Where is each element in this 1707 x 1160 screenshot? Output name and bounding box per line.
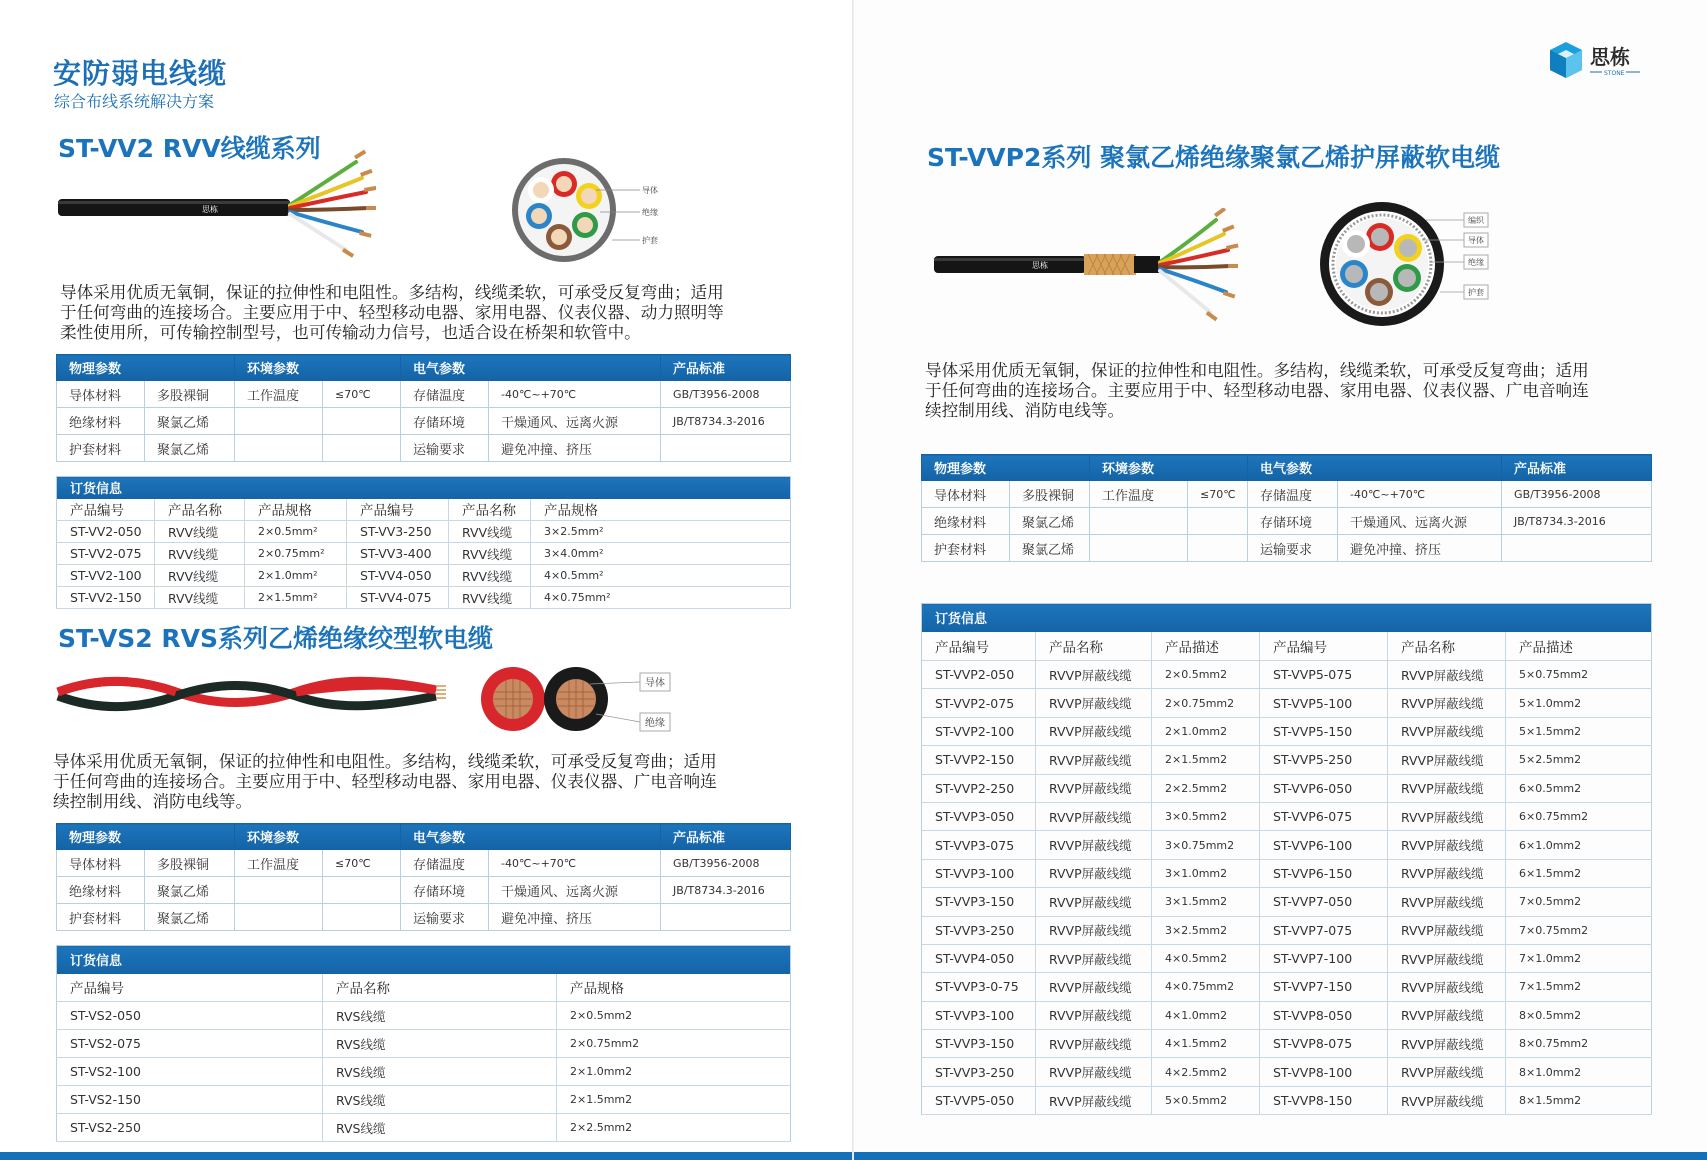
table-cell: 7×0.5mm2 — [1506, 888, 1652, 916]
order-caption: 订货信息 — [922, 604, 1652, 632]
table-cell: RVVP屏蔽线缆 — [1036, 1086, 1152, 1114]
left-page — [0, 0, 853, 1160]
table-row — [922, 1030, 1652, 1058]
table-row — [922, 859, 1652, 887]
table-cell: 3×2.5mm2 — [1152, 916, 1260, 944]
table-cell: RVVP屏蔽线缆 — [1388, 746, 1506, 774]
table-cell: ST-VVP5-100 — [1260, 689, 1388, 717]
table-cell: 8×1.0mm2 — [1506, 1058, 1652, 1086]
table-row — [922, 717, 1652, 745]
table-cell: RVVP屏蔽线缆 — [1388, 944, 1506, 972]
table-cell: RVVP屏蔽线缆 — [1388, 1086, 1506, 1114]
rvvp-heading: ST-VVP2系列 聚氯乙烯绝缘聚氯乙烯护屏蔽软电缆 — [927, 143, 1501, 172]
table-cell: RVVP屏蔽线缆 — [1036, 746, 1152, 774]
table-cell: 5×1.0mm2 — [1506, 689, 1652, 717]
th-electrical: 电气参数 — [401, 355, 661, 381]
table-cell: 2×0.75mm2 — [1152, 689, 1260, 717]
table-row: ST-VV2-050 RVV线缆 2×0.5mm² ST-VV3-250 RVV线缆 3×2.5mm² — [57, 521, 791, 543]
table-row: 导体材料 多股裸铜 工作温度 ≤70℃ 存储温度 -40℃~+70℃ GB/T3956-2008 — [922, 481, 1652, 508]
rvs-twisted-cable-illustration — [56, 672, 446, 722]
table-cell: RVVP屏蔽线缆 — [1036, 1030, 1152, 1058]
table-cell: RVVP屏蔽线缆 — [1036, 859, 1152, 887]
desc-line: 于任何弯曲的连接场合。主要应用于中、轻型移动电器、家用电器、仪表仪器、动力照明等 — [60, 303, 724, 322]
table-cell: ST-VVP6-050 — [1260, 774, 1388, 802]
table-row — [922, 831, 1652, 859]
table-cell: ST-VVP7-075 — [1260, 916, 1388, 944]
order-header-row: 产品编号 产品名称 产品描述 产品编号 产品名称 产品描述 — [922, 632, 1652, 661]
th-environment: 环境参数 — [1090, 455, 1248, 481]
desc-line: 导体采用优质无氧铜，保证的拉伸性和电阻性。多结构，线缆柔软，可承受反复弯曲；适用 — [60, 283, 724, 302]
catalog-subtitle: 综合布线系统解决方案 — [54, 92, 215, 111]
table-cell: RVVP屏蔽线缆 — [1036, 717, 1152, 745]
table-row — [922, 916, 1652, 944]
table-row: 护套材料 聚氯乙烯 运输要求 避免冲撞、挤压 — [922, 535, 1652, 562]
rvv-description — [60, 283, 724, 343]
table-cell: 3×0.5mm2 — [1152, 802, 1260, 830]
table-cell: RVVP屏蔽线缆 — [1036, 774, 1152, 802]
bottom-band — [854, 1152, 1707, 1160]
table-cell: 5×0.5mm2 — [1152, 1086, 1260, 1114]
table-cell: ST-VVP7-050 — [1260, 888, 1388, 916]
th-physical: 物理参数 — [57, 824, 235, 850]
table-cell: RVVP屏蔽线缆 — [1388, 1058, 1506, 1086]
table-row — [922, 1001, 1652, 1029]
table-cell: RVVP屏蔽线缆 — [1036, 802, 1152, 830]
table-cell: RVVP屏蔽线缆 — [1388, 689, 1506, 717]
table-cell: ST-VVP7-100 — [1260, 944, 1388, 972]
desc-line: 柔性使用所，可传输控制型号，也可传输动力信号，也适合设在桥架和软管中。 — [60, 323, 641, 342]
table-row: ST-VV2-075 RVV线缆 2×0.75mm² ST-VV3-400 RVV线缆 3×4.0mm² — [57, 543, 791, 565]
table-cell: RVVP屏蔽线缆 — [1388, 774, 1506, 802]
th-electrical: 电气参数 — [401, 824, 661, 850]
th-physical: 物理参数 — [922, 455, 1090, 481]
rvv-order-table — [56, 476, 791, 609]
th-standard: 产品标准 — [661, 824, 791, 850]
table-cell: RVVP屏蔽线缆 — [1388, 888, 1506, 916]
table-cell: 2×1.5mm2 — [1152, 746, 1260, 774]
table-cell: RVVP屏蔽线缆 — [1036, 1058, 1152, 1086]
label-sheath: 护套 — [1468, 288, 1484, 297]
table-cell: 5×0.75mm2 — [1506, 661, 1652, 689]
brand-logo — [1546, 40, 1666, 86]
table-cell: RVVP屏蔽线缆 — [1388, 802, 1506, 830]
table-cell: ST-VVP6-150 — [1260, 859, 1388, 887]
table-cell: 8×0.75mm2 — [1506, 1030, 1652, 1058]
table-cell: RVVP屏蔽线缆 — [1036, 944, 1152, 972]
table-cell: ST-VVP3-150 — [922, 888, 1036, 916]
table-row: 护套材料 聚氯乙烯 运输要求 避免冲撞、挤压 — [57, 904, 791, 931]
table-row: ST-VV2-100 RVV线缆 2×1.0mm² ST-VV4-050 RVV线缆 4×0.5mm² — [57, 565, 791, 587]
table-cell: ST-VVP4-050 — [922, 944, 1036, 972]
table-cell: ST-VVP3-250 — [922, 916, 1036, 944]
table-cell: RVVP屏蔽线缆 — [1388, 831, 1506, 859]
th-environment: 环境参数 — [235, 824, 401, 850]
table-cell: ST-VVP5-250 — [1260, 746, 1388, 774]
order-caption: 订货信息 — [57, 946, 791, 974]
table-cell: ST-VVP3-250 — [922, 1058, 1036, 1086]
th-physical: 物理参数 — [57, 355, 235, 381]
table-cell: ST-VVP5-075 — [1260, 661, 1388, 689]
rvv-cable-brand: 思栋 — [202, 205, 218, 214]
table-row — [922, 888, 1652, 916]
th-environment: 环境参数 — [235, 355, 401, 381]
th-electrical: 电气参数 — [1248, 455, 1502, 481]
table-row: ST-VS2-075 RVS线缆 2×0.75mm2 — [57, 1030, 791, 1058]
table-cell: 7×1.0mm2 — [1506, 944, 1652, 972]
table-cell: ST-VVP2-100 — [922, 717, 1036, 745]
table-cell: RVVP屏蔽线缆 — [1036, 1001, 1152, 1029]
table-cell: ST-VVP3-100 — [922, 1001, 1036, 1029]
desc-line: 续控制用线、消防电线等。 — [925, 401, 1125, 420]
table-cell: RVVP屏蔽线缆 — [1036, 973, 1152, 1001]
table-cell: ST-VVP8-075 — [1260, 1030, 1388, 1058]
table-cell: ST-VVP3-075 — [922, 831, 1036, 859]
table-cell: 6×0.75mm2 — [1506, 802, 1652, 830]
table-row — [922, 746, 1652, 774]
table-cell: ST-VVP2-075 — [922, 689, 1036, 717]
table-cell: 7×0.75mm2 — [1506, 916, 1652, 944]
label-sheath: 护套 — [642, 236, 658, 245]
table-cell: ST-VVP3-050 — [922, 802, 1036, 830]
rvvp-order-table — [921, 603, 1652, 1115]
table-cell: RVVP屏蔽线缆 — [1388, 859, 1506, 887]
label-insulation: 绝缘 — [642, 208, 658, 217]
rvvp-cable-brand: 思栋 — [1032, 261, 1048, 270]
rvs-heading: ST-VS2 RVS系列乙烯绝缘绞型软电缆 — [58, 624, 493, 653]
table-row: 绝缘材料 聚氯乙烯 存储环境 干燥通风、远离火源 JB/T8734.3-2016 — [57, 408, 791, 435]
table-cell: 3×0.75mm2 — [1152, 831, 1260, 859]
table-cell: 2×0.5mm2 — [1152, 661, 1260, 689]
desc-line: 导体采用优质无氧铜，保证的拉伸性和电阻性。多结构，线缆柔软，可承受反复弯曲；适用 — [53, 752, 717, 771]
rvvp-description — [925, 361, 1589, 421]
table-row — [922, 1086, 1652, 1114]
th-standard: 产品标准 — [1502, 455, 1652, 481]
label-conductor: 导体 — [645, 678, 665, 689]
table-cell: ST-VVP5-150 — [1260, 717, 1388, 745]
table-cell: 3×1.5mm2 — [1152, 888, 1260, 916]
table-cell: 2×1.0mm2 — [1152, 717, 1260, 745]
table-cell: 6×1.5mm2 — [1506, 859, 1652, 887]
table-row — [922, 689, 1652, 717]
table-cell: RVVP屏蔽线缆 — [1388, 1001, 1506, 1029]
bottom-band — [0, 1152, 853, 1160]
logo-tag: STONE — [1604, 70, 1625, 77]
table-cell: RVVP屏蔽线缆 — [1036, 888, 1152, 916]
label-conductor: 导体 — [642, 186, 658, 195]
table-cell: 4×0.75mm2 — [1152, 973, 1260, 1001]
rvv-cross-section — [508, 154, 668, 264]
label-braid: 编织 — [1468, 216, 1484, 225]
desc-line: 导体采用优质无氧铜，保证的拉伸性和电阻性。多结构，线缆柔软，可承受反复弯曲；适用 — [925, 361, 1589, 380]
rvs-order-table — [56, 945, 791, 1142]
table-row: 护套材料 聚氯乙烯 运输要求 避免冲撞、挤压 — [57, 435, 791, 462]
table-cell: 5×2.5mm2 — [1506, 746, 1652, 774]
table-cell: RVVP屏蔽线缆 — [1388, 717, 1506, 745]
rvvp-spec-table — [921, 454, 1652, 562]
table-row: ST-VS2-050 RVS线缆 2×0.5mm2 — [57, 1002, 791, 1030]
table-cell: 4×0.5mm2 — [1152, 944, 1260, 972]
table-cell: 6×0.5mm2 — [1506, 774, 1652, 802]
table-row — [922, 774, 1652, 802]
desc-line: 于任何弯曲的连接场合。主要应用于中、轻型移动电器、家用电器、仪表仪器、广电音响连 — [53, 772, 717, 791]
table-cell: ST-VVP3-0-75 — [922, 973, 1036, 1001]
table-row: ST-VV2-150 RVV线缆 2×1.5mm² ST-VV4-075 RVV线缆 4×0.75mm² — [57, 587, 791, 609]
label-insulation: 绝缘 — [645, 718, 665, 729]
table-row: ST-VS2-250 RVS线缆 2×2.5mm2 — [57, 1114, 791, 1142]
table-cell: ST-VVP7-150 — [1260, 973, 1388, 1001]
table-cell: 6×1.0mm2 — [1506, 831, 1652, 859]
table-cell: ST-VVP8-100 — [1260, 1058, 1388, 1086]
table-cell: 8×0.5mm2 — [1506, 1001, 1652, 1029]
table-cell: ST-VVP2-050 — [922, 661, 1036, 689]
rvvp-cable-illustration — [932, 208, 1262, 328]
table-cell: ST-VVP2-150 — [922, 746, 1036, 774]
table-cell: ST-VVP5-050 — [922, 1086, 1036, 1114]
rvv-cable-illustration — [56, 148, 376, 268]
table-cell: ST-VVP6-075 — [1260, 802, 1388, 830]
rvv-heading: ST-VV2 RVV线缆系列 — [58, 134, 321, 163]
table-cell: 5×1.5mm2 — [1506, 717, 1652, 745]
table-cell: RVVP屏蔽线缆 — [1036, 689, 1152, 717]
table-row: ST-VS2-100 RVS线缆 2×1.0mm2 — [57, 1058, 791, 1086]
table-row — [922, 661, 1652, 689]
table-cell: 4×2.5mm2 — [1152, 1058, 1260, 1086]
order-header-row: 产品编号 产品名称 产品规格 产品编号 产品名称 产品规格 — [57, 499, 791, 521]
logo-name: 思栋 — [1590, 45, 1630, 69]
table-cell: ST-VVP8-150 — [1260, 1086, 1388, 1114]
table-row: 导体材料 多股裸铜 工作温度 ≤70℃ 存储温度 -40℃~+70℃ GB/T3956-2008 — [57, 381, 791, 408]
rvv-spec-table — [56, 354, 791, 462]
table-cell: ST-VVP6-100 — [1260, 831, 1388, 859]
rvs-cross-section — [480, 662, 680, 737]
label-insulation: 绝缘 — [1468, 258, 1484, 267]
label-conductor: 导体 — [1468, 236, 1484, 245]
order-header-row: 产品编号 产品名称 产品规格 — [57, 974, 791, 1002]
th-standard: 产品标准 — [661, 355, 791, 381]
table-cell: ST-VVP2-250 — [922, 774, 1036, 802]
rvs-spec-table — [56, 823, 791, 931]
table-cell: 4×1.5mm2 — [1152, 1030, 1260, 1058]
table-cell: RVVP屏蔽线缆 — [1388, 661, 1506, 689]
table-cell: RVVP屏蔽线缆 — [1036, 831, 1152, 859]
table-cell: 7×1.5mm2 — [1506, 973, 1652, 1001]
table-row — [922, 802, 1652, 830]
table-cell: 2×2.5mm2 — [1152, 774, 1260, 802]
table-row: 绝缘材料 聚氯乙烯 存储环境 干燥通风、远离火源 JB/T8734.3-2016 — [922, 508, 1652, 535]
table-row — [922, 1058, 1652, 1086]
wire-brown — [290, 208, 368, 210]
table-cell: RVVP屏蔽线缆 — [1036, 916, 1152, 944]
table-cell: RVVP屏蔽线缆 — [1388, 1030, 1506, 1058]
table-row: ST-VS2-150 RVS线缆 2×1.5mm2 — [57, 1086, 791, 1114]
table-cell: 8×1.5mm2 — [1506, 1086, 1652, 1114]
table-row: 导体材料 多股裸铜 工作温度 ≤70℃ 存储温度 -40℃~+70℃ GB/T3956-2008 — [57, 850, 791, 877]
table-cell: RVVP屏蔽线缆 — [1388, 916, 1506, 944]
table-cell: RVVP屏蔽线缆 — [1036, 661, 1152, 689]
table-cell: 3×1.0mm2 — [1152, 859, 1260, 887]
table-row: 绝缘材料 聚氯乙烯 存储环境 干燥通风、远离火源 JB/T8734.3-2016 — [57, 877, 791, 904]
table-row — [922, 944, 1652, 972]
rvvp-cross-section — [1318, 200, 1518, 330]
order-caption: 订货信息 — [57, 477, 791, 499]
table-cell: ST-VVP3-100 — [922, 859, 1036, 887]
table-cell: RVVP屏蔽线缆 — [1388, 973, 1506, 1001]
table-cell: ST-VVP8-050 — [1260, 1001, 1388, 1029]
table-cell: 4×1.0mm2 — [1152, 1001, 1260, 1029]
rvs-description — [53, 752, 717, 812]
desc-line: 于任何弯曲的连接场合。主要应用于中、轻型移动电器、家用电器、仪表仪器、广电音响连 — [925, 381, 1589, 400]
catalog-title: 安防弱电线缆 — [53, 57, 228, 90]
table-row — [922, 973, 1652, 1001]
desc-line: 续控制用线、消防电线等。 — [53, 792, 253, 811]
table-cell: ST-VVP3-150 — [922, 1030, 1036, 1058]
